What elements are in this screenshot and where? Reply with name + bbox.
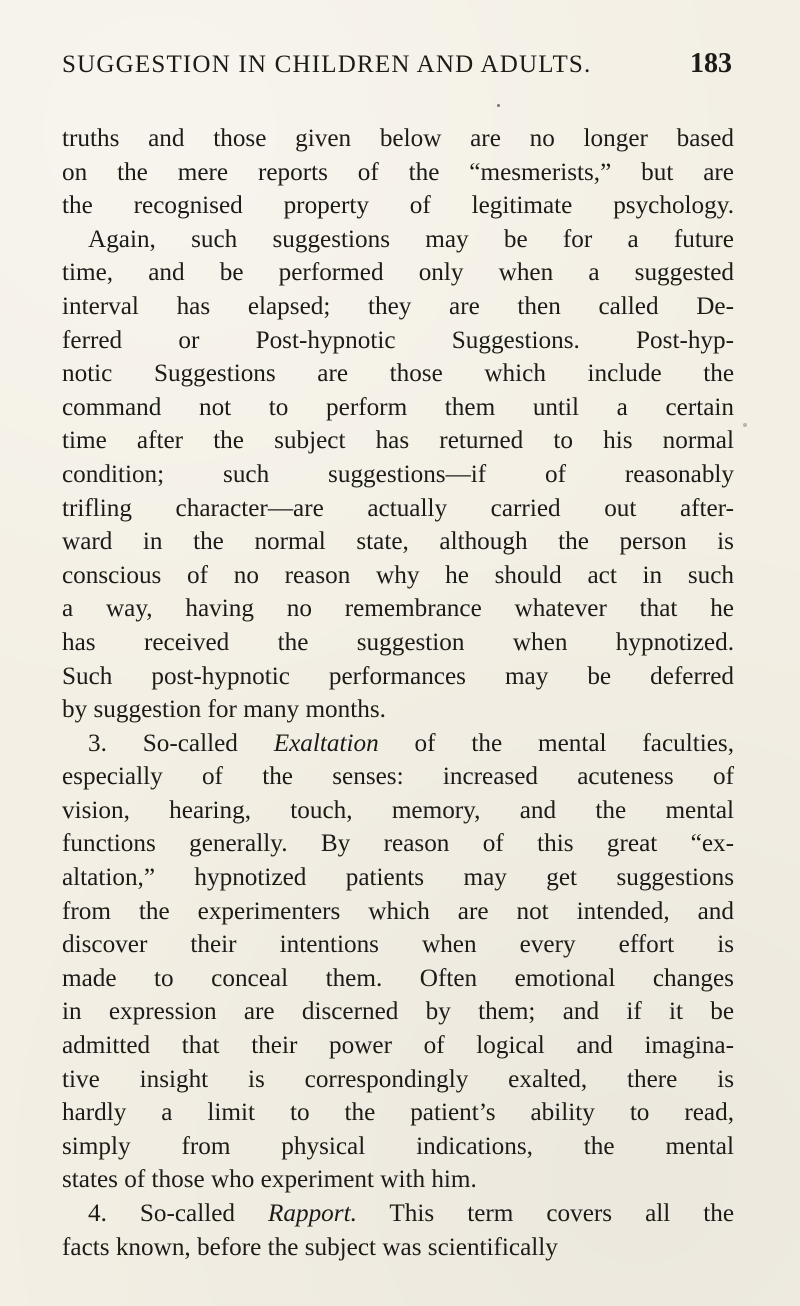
paragraph-number-prefix: 4. So-called bbox=[88, 1200, 236, 1227]
running-title: SUGGESTION IN CHILDREN AND ADULTS. bbox=[62, 51, 592, 78]
text-line: truths and those given below are no longer based bbox=[62, 125, 734, 152]
paragraph-start-line: Again, such suggestions may be for a future bbox=[88, 225, 734, 253]
text-line: trifling character—are actually carried out after- bbox=[62, 494, 734, 522]
italic-term: Rapport. bbox=[268, 1200, 357, 1227]
text-line: time, and be performed only when a suggested bbox=[62, 259, 734, 287]
running-header bbox=[62, 50, 734, 88]
text-line: has received the suggestion when hypnotized. bbox=[62, 628, 734, 656]
text-line: ward in the normal state, although the person is bbox=[62, 528, 734, 556]
text-line: tive insight is correspondingly exalted, there is bbox=[62, 1065, 734, 1093]
text-line: from the experimenters which are not intended, and bbox=[62, 897, 734, 925]
text-line: time after the subject has returned to his normal bbox=[62, 427, 734, 455]
paragraph-number-prefix: 3. So-called bbox=[88, 729, 238, 757]
paragraph-end-line: by suggestion for many months. bbox=[62, 696, 386, 724]
page-number: 183 bbox=[690, 48, 732, 79]
text-line: a way, having no remembrance whatever that he bbox=[62, 595, 734, 623]
print-speck bbox=[743, 423, 747, 427]
text-line: simply from physical indications, the mental bbox=[62, 1132, 734, 1160]
numbered-paragraph-3 bbox=[62, 727, 734, 761]
italic-term: Exaltation bbox=[273, 729, 379, 757]
text-line: admitted that their power of logical and imagina- bbox=[62, 1032, 734, 1060]
text-line: hardly a limit to the patient’s ability to read, bbox=[62, 1099, 734, 1127]
body-text bbox=[62, 122, 734, 1264]
text-line: the recognised property of legitimate psychology. bbox=[62, 192, 734, 220]
text-line: ferred or Post-hypnotic Suggestions. Post-hyp- bbox=[62, 326, 734, 354]
text-line: in expression are discerned by them; and if it be bbox=[62, 998, 734, 1026]
text-line: made to conceal them. Often emotional changes bbox=[62, 964, 734, 992]
text-line: condition; such suggestions—if of reasonably bbox=[62, 460, 734, 488]
text-line: conscious of no reason why he should act in such bbox=[62, 561, 734, 589]
text-line: functions generally. By reason of this great “ex- bbox=[62, 830, 734, 858]
text-line-remainder: This term covers all the bbox=[389, 1200, 735, 1227]
paragraph-end-line: states of those who experiment with him. bbox=[62, 1166, 477, 1194]
text-line: interval has elapsed; they are then called De- bbox=[62, 292, 734, 320]
print-speck bbox=[497, 104, 500, 107]
text-line: altation,” hypnotized patients may get suggestions bbox=[62, 864, 734, 892]
numbered-paragraph-4 bbox=[62, 1197, 734, 1231]
text-line: vision, hearing, touch, memory, and the mental bbox=[62, 796, 734, 824]
text-line: notic Suggestions are those which include the bbox=[62, 360, 734, 388]
text-line: especially of the senses: increased acuteness of bbox=[62, 763, 734, 791]
text-line-remainder: of the mental faculties, bbox=[414, 729, 735, 757]
text-line: on the mere reports of the “mesmerists,” but are bbox=[62, 158, 734, 186]
text-line: facts known, before the subject was scientifically bbox=[62, 1233, 558, 1261]
text-line: Such post-hypnotic performances may be deferred bbox=[62, 662, 734, 690]
text-line: command not to perform them until a certain bbox=[62, 393, 734, 421]
text-line: discover their intentions when every effort is bbox=[62, 931, 734, 959]
